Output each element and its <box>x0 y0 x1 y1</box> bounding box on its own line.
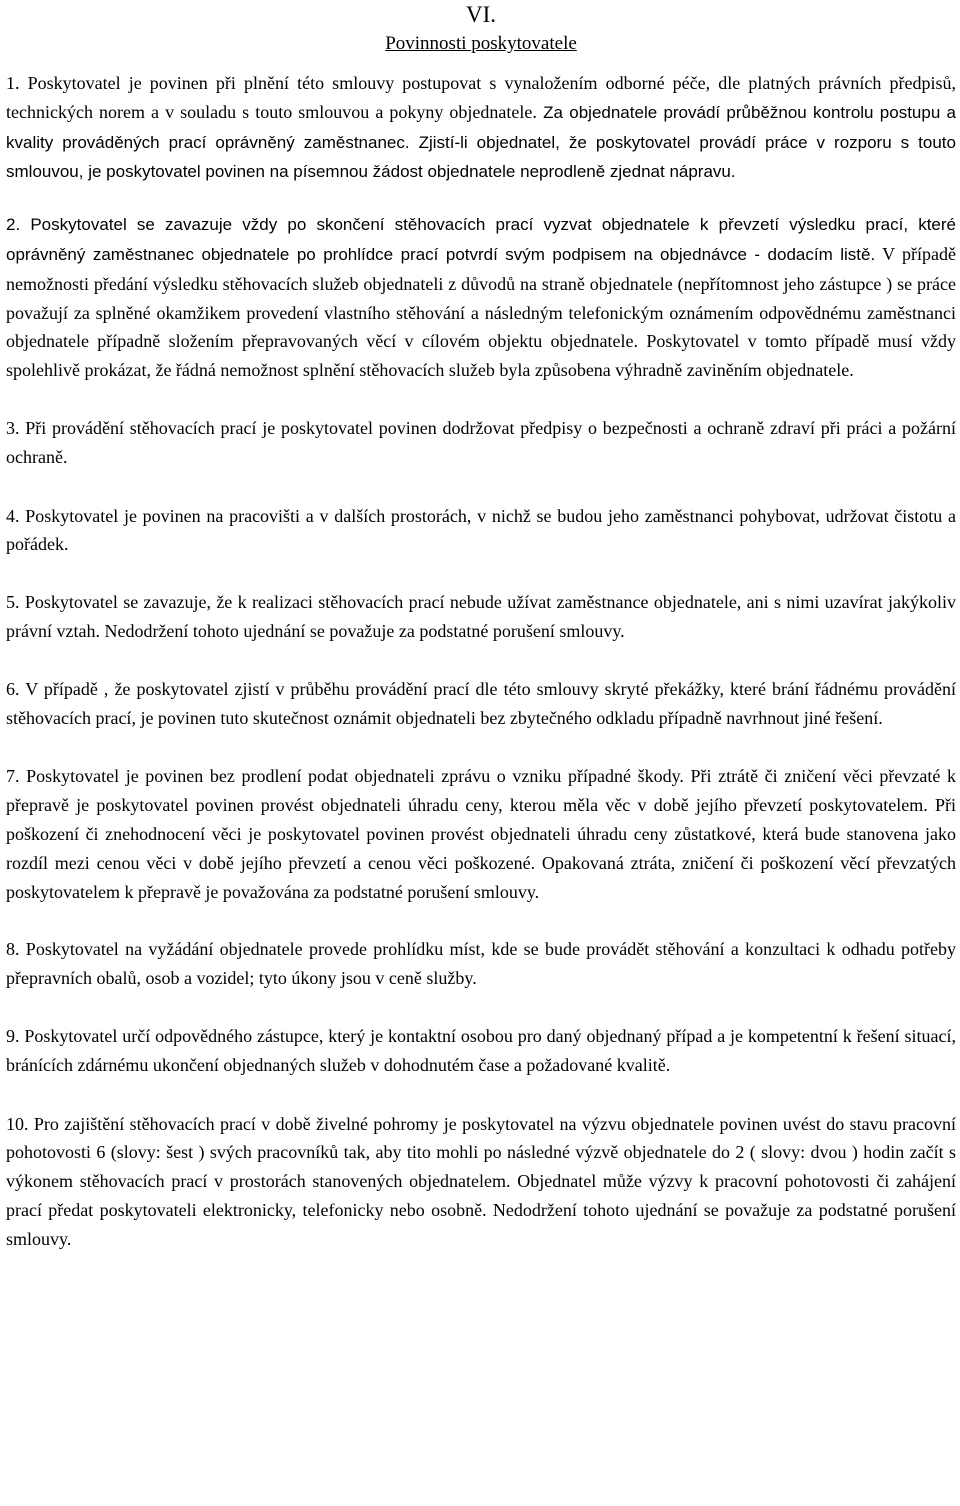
paragraph-8: 8. Poskytovatel na vyžádání objednatele provede prohlídku míst, kde se bude provádět stěhování a konzultaci k odhadu potřeby přepravních obalů, osob a vozidel; tyto úkony jsou v ceně služby. <box>6 939 956 989</box>
paragraph-10: 10. Pro zajištění stěhovacích prací v době živelné pohromy je poskytovatel na výzvu objednatele povinen uvést do stavu pracovní pohotovosti 6 (slovy: šest ) svých pracovníků tak, aby tito mohli po následné výzvě objednatele do 2 ( slovy: dvou ) hodin začít s výkonem stěhovacích prací v prostorách stanovených objednatelem. Objednatel může výzvy k pracovní pohotovosti či zahájení prací předat poskytovateli elektronicky, telefonicky nebo osobně. Nedodržení tohoto ujednání se považuje za podstatné porušení smlouvy. <box>6 1113 956 1249</box>
section-number: VI. <box>465 2 497 27</box>
paragraph-1-text-a: 1. Poskytovatel je povinen při plnění této smlouvy postupovat s vynaložením odborné péče, dle platných právních předpisů, technických norem a v souladu s touto smlouvou a pokyny objednatele. <box>6 73 956 122</box>
paragraph-2-text-a: 2. Poskytovatel se zavazuje vždy po skončení stěhovacích prací vyzvat objednatele k převzetí výsledku prací, které oprávněný zaměstnanec objednatele po prohlídce prací potvrdí svým podpisem na objednávce - dodacím listě. <box>6 215 956 264</box>
paragraph-1-text-b: Za objednatele provádí průběžnou kontrolu postupu a kvality prováděných prací oprávněný zaměstnanec. Zjistí-li objednatel, že poskytovatel provádí práce v rozporu s touto smlouvou, je poskytovatel povinen na písemnou žádost objednatele neprodleně zjednat nápravu. <box>6 102 957 182</box>
section-title: Povinnosti poskytovatele <box>385 33 577 54</box>
paragraph-4: 4. Poskytovatel je povinen na pracovišti a v dalších prostorách, v nichž se budou jeho zaměstnanci pohybovat, udržovat čistotu a pořádek. <box>6 505 956 555</box>
paragraph-7: 7. Poskytovatel je povinen bez prodlení podat objednateli zprávu o vzniku případné škody. Při ztrátě či zničení věci převzaté k přepravě je poskytovatel povinen provést objednateli úhradu ceny, kterou měla věc v době jejího převzetí poskytovatelem. Při poškození či znehodnocení věci je poskytovatel povinen provést objednateli úhradu ceny zůstatkové, která bude stanovena jako rozdíl mezi cenou věci v době jejího převzetí a cenou věci poškozené. Opakovaná ztráta, zničení či poškození věcí převzatých poskytovatelem k přepravě je považována za podstatné porušení smlouvy. <box>6 766 956 902</box>
paragraph-5: 5. Poskytovatel se zavazuje, že k realizaci stěhovacích prací nebude užívat zaměstnance objednatele, ani s nimi uzavírat jakýkoliv právní vztah. Nedodržení tohoto ujednání se považuje za podstatné porušení smlouvy. <box>6 592 956 641</box>
paragraph-2-text-b: V případě nemožnosti předání výsledku stěhovacích služeb objednateli z důvodů na straně objednatele (nepřítomnost jeho zástupce ) se práce považují za splněné okamžikem provedení vlastního stěhování a následným telefonickým oznámením odpovědnému zaměstnanci objednatele případně složením přepravovaných věcí v cílovém objektu objednatele. Poskytovatel v tomto případě musí vždy spolehlivě prokázat, že řádná nemožnost splnění stěhovacích služeb byla způsobena výhradně zaviněním objednatele. <box>6 243 957 381</box>
paragraph-1 <box>6 69 956 187</box>
paragraph-9: 9. Poskytovatel určí odpovědného zástupce, který je kontaktní osobou pro daný objednaný případ a je kompetentní k řešení situací, bránících zdárnému ukončení objednaných služeb v dohodnutém čase a požadované kvalitě. <box>6 1025 956 1075</box>
paragraph-3: 3. Při provádění stěhovacích prací je poskytovatel povinen dodržovat předpisy o bezpečnosti a ochraně zdraví při práci a požární ochraně. <box>6 417 956 467</box>
paragraph-2 <box>6 210 956 385</box>
paragraph-6: 6. V případě , že poskytovatel zjistí v průběhu provádění prací dle této smlouvy skryté překážky, které brání řádnému provádění stěhovacích prací, je povinen tuto skutečnost oznámit objednateli bez zbytečného odkladu případně navrhnout jiné řešení. <box>6 678 956 728</box>
document-page <box>6 0 956 1254</box>
